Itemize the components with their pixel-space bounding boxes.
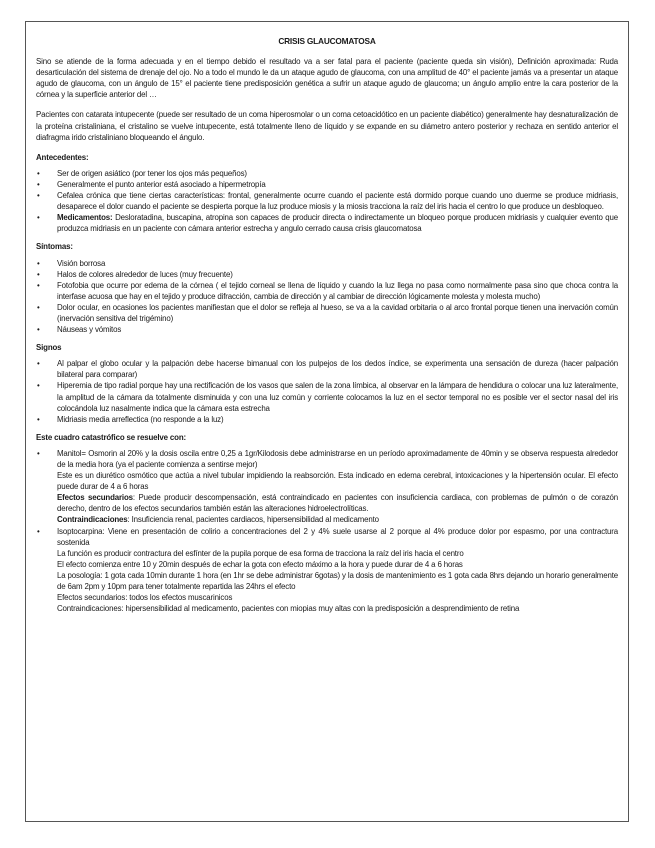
list-item-isoptocarpina (36, 526, 618, 615)
manitol-mechanism: Este es un diurético osmótico que actúa a nivel tubular impidiendo la reabsorción. Esta indicado en edema cerebral, intoxicaciones y la hipertensión ocular. El efecto puede durar de 4 a 6 horas (57, 471, 618, 492)
tratamiento-list (36, 448, 618, 614)
document-body (36, 36, 618, 621)
list-item: • Midriasis media arreflectica (no responde a la luz) (36, 414, 618, 425)
document-title: CRISIS GLAUCOMATOSA (278, 36, 376, 46)
list-item-manitol (36, 448, 618, 526)
list-item: • Halos de colores alrededor de luces (muy frecuente) (36, 269, 618, 280)
isoptocarpina-line: La función es producir contractura del esfínter de la pupila porque de esa forma de tracciona la raíz del iris hacia el centro (57, 548, 464, 558)
intro-paragraph-2: Pacientes con catarata intupecente (puede ser resultado de un coma hiperosmolar o un coma cetoacidótico en un paciente diabético) generalmente hay desnaturalización de la proteína cristaliniana, el cristalino se vuelve intupecente, está totalmente lleno de líquido y se expande en su diámetro antero posterior y rechaza en sentido anterior el diafragma irido cristaliniano bloqueando el ángulo. (36, 110, 618, 142)
list-item: • Hiperemia de tipo radial porque hay una rectificación de los vasos que salen de la zona límbica, al observar en la lámpara de hendidura o colocar una luz lateralmente, la amplitud de la cámara da totalmente disminuida y con una luz común y corriente colocamos la luz en el sector temporal no es posible ver el sector nasal del iris colocándola luz nasalmente indica que la cámara esta estrecha (36, 380, 618, 413)
list-item: • Generalmente el punto anterior está asociado a hipermetropía (36, 179, 618, 190)
list-item: • Dolor ocular, en ocasiones los pacientes manifiestan que el dolor se refleja al hueso, se va a la cavidad orbitaria o al arco frontal porque tienen una inervación común (inervación sensitiva del trigémino) (36, 302, 618, 324)
manitol-side-effects: Efectos secundarios: Puede producir descompensación, está contraindicado en pacientes con insuficiencia cardiaca, con problemas de pulmón o de corazón derecho, dentro de los efectos secundarios también están las alteraciones hidroelectrolíticas. (57, 493, 618, 514)
list-item: • Visión borrosa (36, 258, 618, 269)
signos-heading: Signos (36, 343, 62, 353)
intro-paragraph-1: Sino se atiende de la forma adecuada y en el tiempo debido el resultado va a ser fatal para el paciente (paciente queda sin visión), Definición aproximada: Ruda desarticulación del sistema de drenaje del ojo. No a todo el mundo le da un ataque agudo de glaucoma, con una amplitud de 40° el paciente jamás va a presentar un ataque agudo de glaucoma, con un ángulo de 15° el paciente tiene predisposición genética a sufrir un ataque agudo de glaucoma; un ángulo amplio entre la cara posterior de la córnea y la superficie anterior del … (36, 57, 618, 100)
list-item: • Cefalea crónica que tiene ciertas características: frontal, generalmente ocurre cuando el paciente está dormido porque cuando uno duerme se produce midriasis, desaparece el dolor cuando el paciente se despierta porque la luz produce miosis y la miosis tracciona la raíz del iris hacia el centro lo que produce un desbloqueo. (36, 190, 618, 212)
isoptocarpina-line: Efectos secundarios: todos los efectos muscarinicos (57, 593, 233, 603)
antecedentes-heading: Antecedentes: (36, 152, 89, 162)
isoptocarpina-main: • Isoptocarpina: Viene en presentación de colirio a concentraciones del 2 y 4% suele usarse al 2 porque al 4% produce dolor por espasmo, por una contractura sostenida (57, 526, 618, 547)
isoptocarpina-line: El efecto comienza entre 10 y 20min después de echar la gota con efecto máximo a la hora y puede durar de 4 a 6 horas (57, 559, 463, 569)
list-item: • Al palpar el globo ocular y la palpación debe hacerse bimanual con los pulpejos de los dedos índice, se experimenta una sensación de dureza (hacer palpación bilateral para comparar) (36, 358, 618, 380)
isoptocarpina-line: Contraindicaciones: hipersensibilidad al medicamento, pacientes con miopias muy altas con la predisposición a desprendimiento de retina (57, 604, 520, 614)
sintomas-list (36, 258, 618, 336)
manitol-contraindications: Contraindicaciones: Insuficiencia renal, pacientes cardiacos, hipersensibilidad al medicamento (57, 515, 379, 525)
list-item: • Ser de origen asiático (por tener los ojos más pequeños) (36, 168, 618, 179)
tratamiento-heading: Este cuadro catastrófico se resuelve con: (36, 432, 186, 442)
sintomas-heading: Síntomas: (36, 242, 73, 252)
isoptocarpina-line: La posología: 1 gota cada 10min durante 1 hora (en 1hr se debe administrar 6gotas) y la dosis de mantenimiento es 1 gota cada 8hrs dejando un horario generalmente de 6am 2pm y 10pm para tener totalmente repartida las 24hrs el efecto (57, 570, 618, 592)
list-item: • Medicamentos: Desloratadina, buscapina, atropina son capaces de producir directa o indirectamente un bloqueo porque producen midriasis y cualquier evento que produzca midriasis en un paciente con cámara anterior estrecha y angulo cerrado causa crisis glaucomatosa (36, 212, 618, 234)
signos-list (36, 358, 618, 425)
antecedentes-list (36, 168, 618, 235)
manitol-main: • Manitol= Osmorin al 20% y la dosis oscila entre 0,25 a 1gr/Kilodosis debe administrarse en un período aproximadamente de 40min y se observa respuesta alrededor de la media hora (ya el paciente comienza a sentirse mejor) (57, 448, 618, 469)
list-item: • Fotofobia que ocurre por edema de la córnea ( el tejido corneal se llena de líquido y cuando la luz llega no pasa como normalmente pasa sino que choca contra la interfase acuosa que hay en el tejido y produce difracción, cambia de dirección y al cambiar de dirección lógicamente molesta y molesta mucho) (36, 280, 618, 302)
list-item: • Náuseas y vómitos (36, 324, 618, 335)
